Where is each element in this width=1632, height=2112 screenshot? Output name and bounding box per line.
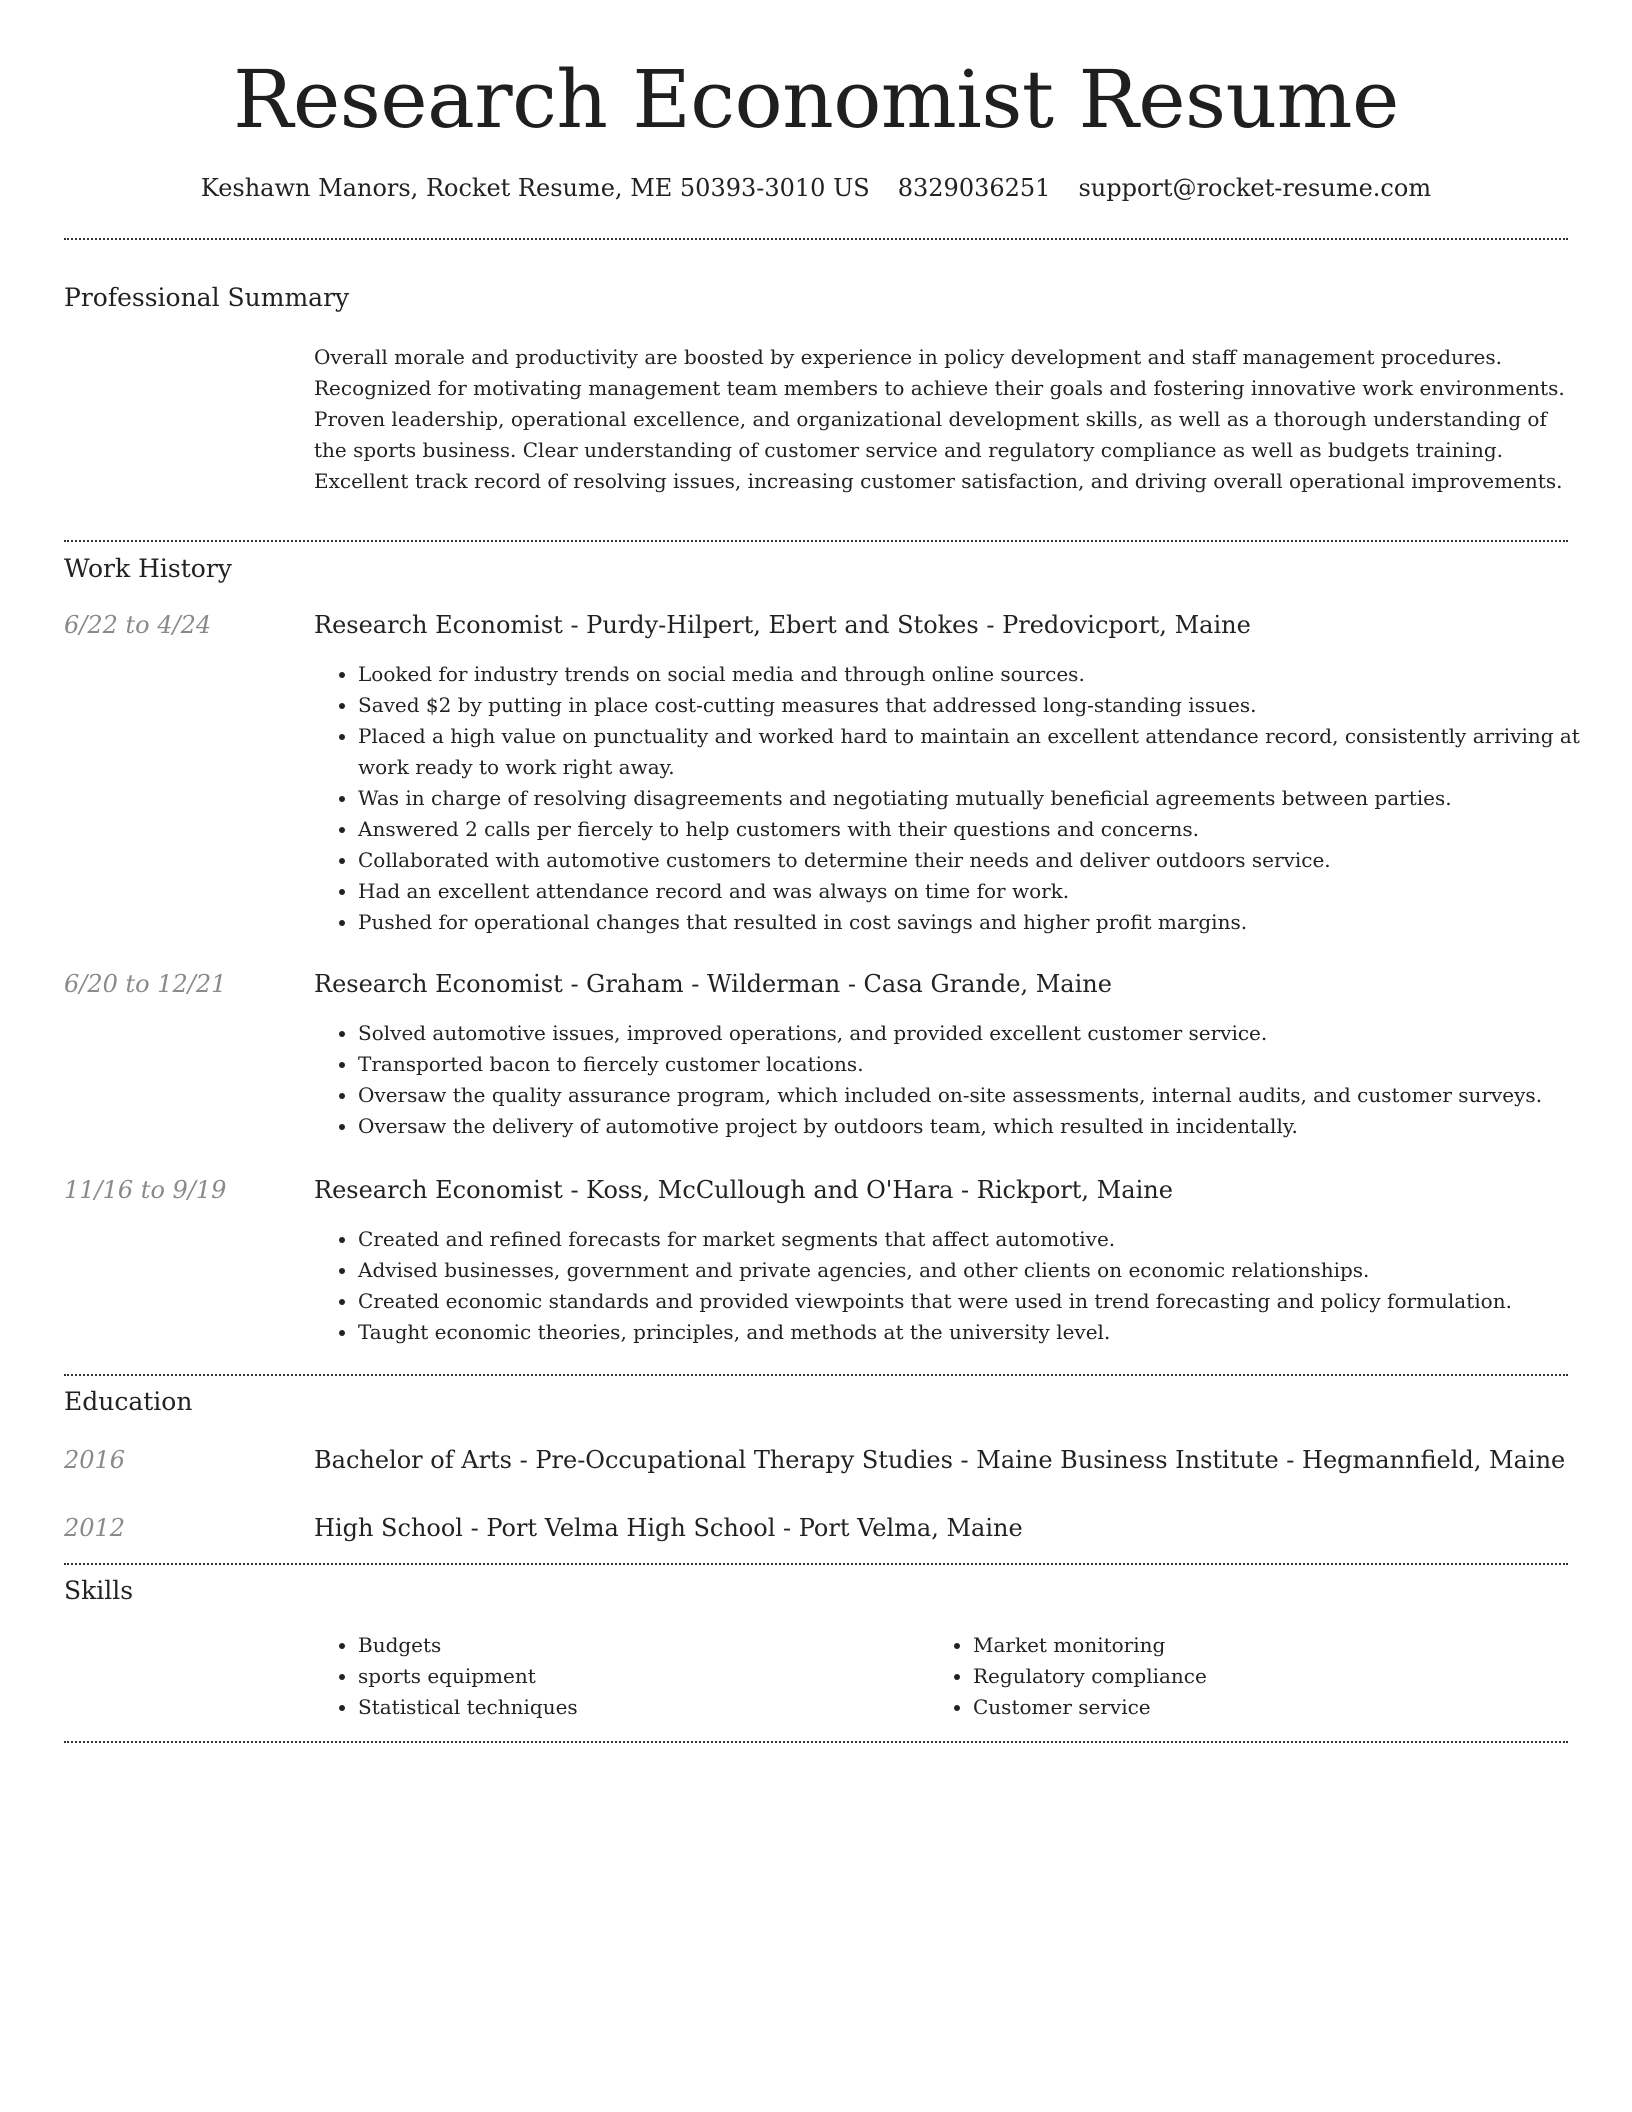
list-item: • Looked for industry trends on social media and through online sources. bbox=[358, 659, 1612, 690]
divider bbox=[64, 1374, 1568, 1376]
education-year: 2016 bbox=[64, 1446, 126, 1474]
job-bullets bbox=[314, 659, 1612, 938]
contact-email: support@rocket-resume.com bbox=[1078, 174, 1432, 202]
divider bbox=[64, 1741, 1568, 1743]
list-item: • Advised businesses, government and private agencies, and other clients on economic relationships. bbox=[358, 1255, 1612, 1286]
education-entry: High School - Port Velma High School - Port Velma, Maine bbox=[314, 1514, 1023, 1542]
list-item: • Collaborated with automotive customers to determine their needs and deliver outdoors service. bbox=[358, 845, 1612, 876]
list-item: • Oversaw the delivery of automotive project by outdoors team, which resulted in incidentally. bbox=[358, 1111, 1612, 1142]
contact-phone: 8329036251 bbox=[897, 174, 1051, 202]
list-item: • Created economic standards and provided viewpoints that were used in trend forecasting and policy formulation. bbox=[358, 1286, 1612, 1317]
resume-title: Research Economist Resume bbox=[233, 53, 1399, 146]
job-title: Research Economist - Koss, McCullough and O'Hara - Rickport, Maine bbox=[314, 1176, 1173, 1204]
job-dates: 11/16 to 9/19 bbox=[64, 1176, 227, 1204]
job-dates: 6/20 to 12/21 bbox=[64, 970, 227, 998]
list-item: • Placed a high value on punctuality and worked hard to maintain an excellent attendance record, consistently arriving at work ready to work right away. bbox=[358, 721, 1612, 783]
list-item: • Budgets bbox=[358, 1630, 928, 1661]
divider bbox=[64, 238, 1568, 240]
list-item: • Regulatory compliance bbox=[973, 1661, 1573, 1692]
list-item: • Saved $2 by putting in place cost-cutting measures that addressed long-standing issues. bbox=[358, 690, 1612, 721]
job-dates: 6/22 to 4/24 bbox=[64, 611, 212, 639]
divider bbox=[64, 540, 1568, 542]
contact-line bbox=[64, 172, 1568, 204]
skills-list-left bbox=[314, 1630, 928, 1723]
job-title: Research Economist - Purdy-Hilpert, Ebert and Stokes - Predovicport, Maine bbox=[314, 611, 1251, 639]
list-item: • sports equipment bbox=[358, 1661, 928, 1692]
list-item: • Was in charge of resolving disagreements and negotiating mutually beneficial agreements between parties. bbox=[358, 783, 1612, 814]
list-item: • Customer service bbox=[973, 1692, 1573, 1723]
divider bbox=[64, 1563, 1568, 1565]
list-item: • Pushed for operational changes that resulted in cost savings and higher profit margins. bbox=[358, 907, 1612, 938]
section-heading-summary: Professional Summary bbox=[64, 283, 350, 312]
list-item: • Oversaw the quality assurance program, which included on-site assessments, internal audits, and customer surveys. bbox=[358, 1080, 1612, 1111]
section-heading-education: Education bbox=[64, 1387, 193, 1416]
list-item: • Statistical techniques bbox=[358, 1692, 928, 1723]
contact-address: Keshawn Manors, Rocket Resume, ME 50393-3010 US bbox=[200, 174, 870, 202]
section-heading-skills: Skills bbox=[64, 1576, 134, 1605]
job-bullets bbox=[314, 1224, 1612, 1348]
section-heading-work: Work History bbox=[64, 554, 232, 583]
list-item: • Created and refined forecasts for market segments that affect automotive. bbox=[358, 1224, 1612, 1255]
list-item: • Taught economic theories, principles, and methods at the university level. bbox=[358, 1317, 1612, 1348]
job-bullets bbox=[314, 1018, 1612, 1142]
list-item: • Answered 2 calls per fiercely to help customers with their questions and concerns. bbox=[358, 814, 1612, 845]
list-item: • Had an excellent attendance record and was always on time for work. bbox=[358, 876, 1612, 907]
job-title: Research Economist - Graham - Wilderman - Casa Grande, Maine bbox=[314, 970, 1112, 998]
summary-text: Overall morale and productivity are boosted by experience in policy development and staff management procedures. Recognized for motivating management team members to achieve their goals and fostering innovative work environments. Proven leadership, operational excellence, and organizational development skills, as well as a thorough understanding of the sports business. Clear understanding of customer service and regulatory compliance as well as budgets training. Excellent track record of resolving issues, increasing customer satisfaction, and driving overall operational improvements. bbox=[314, 345, 1565, 493]
list-item: • Solved automotive issues, improved operations, and provided excellent customer service. bbox=[358, 1018, 1612, 1049]
list-item: • Transported bacon to fiercely customer locations. bbox=[358, 1049, 1612, 1080]
education-year: 2012 bbox=[64, 1514, 126, 1542]
list-item: • Market monitoring bbox=[973, 1630, 1573, 1661]
education-entry: Bachelor of Arts - Pre-Occupational Therapy Studies - Maine Business Institute - Hegmannfield, Maine bbox=[314, 1446, 1566, 1474]
skills-list-right bbox=[929, 1630, 1573, 1723]
